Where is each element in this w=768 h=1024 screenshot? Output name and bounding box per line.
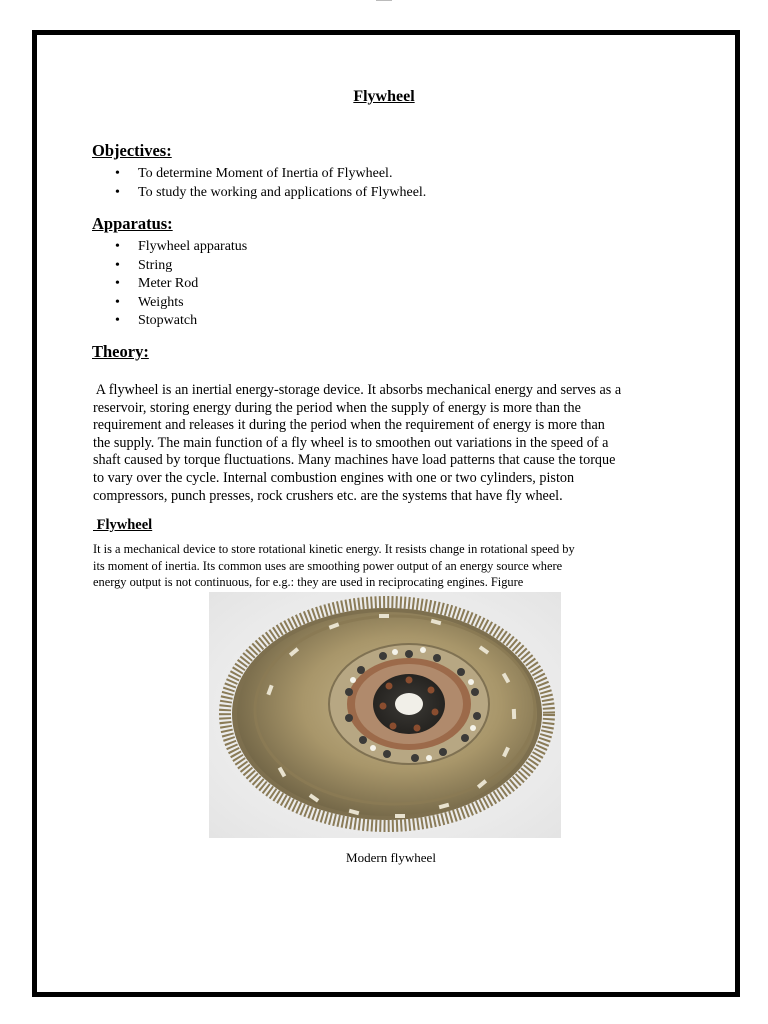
bullet: • [115,294,120,310]
list-item [92,165,426,184]
flywheel-photo [209,592,561,838]
theory-line: A flywheel is an inertial energy-storage device. It absorbs mechanical energy and serves as a [93,382,622,398]
apparatus-heading: Apparatus: [92,214,173,233]
list-item [92,238,247,257]
flywheel-line: energy output is not continuous, for e.g.: they are used in reciprocating engines. Figure [93,575,524,589]
apparatus-text: String [138,257,173,273]
apparatus-text: Flywheel apparatus [138,239,248,254]
objective-text: To determine Moment of Inertia of Flywheel. [138,166,393,181]
theory-line: the supply. The main function of a fly wheel is to smoothen out variations in the speed of a [93,434,609,451]
bullet: • [115,166,120,181]
objectives-list [92,165,426,202]
objective-text: To study the working and applications of Flywheel. [138,184,427,200]
apparatus-list [92,238,247,331]
list-item [92,294,247,313]
bullet: • [115,239,120,254]
flywheel-line: its moment of inertia. Its common uses are smoothing power output of an energy source where [93,558,563,573]
flywheel-subheading: Flywheel [93,517,153,533]
list-item [92,257,247,276]
apparatus-text: Stopwatch [138,313,198,328]
list-item [92,184,426,203]
bullet: • [115,313,120,328]
flywheel-illustration [209,592,561,838]
apparatus-text: Meter Rod [138,276,199,291]
theory-heading: Theory: [92,342,149,361]
theory-line: requirement and releases it during the period when the requirement of energy is more than [93,417,605,434]
bullet: • [115,257,120,273]
objectives-heading: Objectives: [92,141,172,160]
page-header-mark [376,0,392,1]
theory-paragraph [93,382,683,505]
document-title: Flywheel [353,88,415,105]
theory-line: shaft caused by torque fluctuations. Many machines have load patterns that cause the torque [93,452,616,469]
flywheel-paragraph [93,541,663,591]
theory-line: reservoir, storing energy during the period when the supply of energy is more than the [93,399,581,416]
bullet: • [115,184,120,200]
theory-line: compressors, punch presses, rock crushers etc. are the systems that have fly wheel. [93,487,563,504]
figure-caption: Modern flywheel [346,850,436,865]
apparatus-text: Weights [138,294,184,310]
flywheel-line: It is a mechanical device to store rotational kinetic energy. It resists change in rotational speed by [93,542,575,556]
list-item [92,312,247,331]
list-item [92,275,247,294]
theory-line: to vary over the cycle. Internal combustion engines with one or two cylinders, piston [93,469,575,486]
bullet: • [115,276,120,291]
